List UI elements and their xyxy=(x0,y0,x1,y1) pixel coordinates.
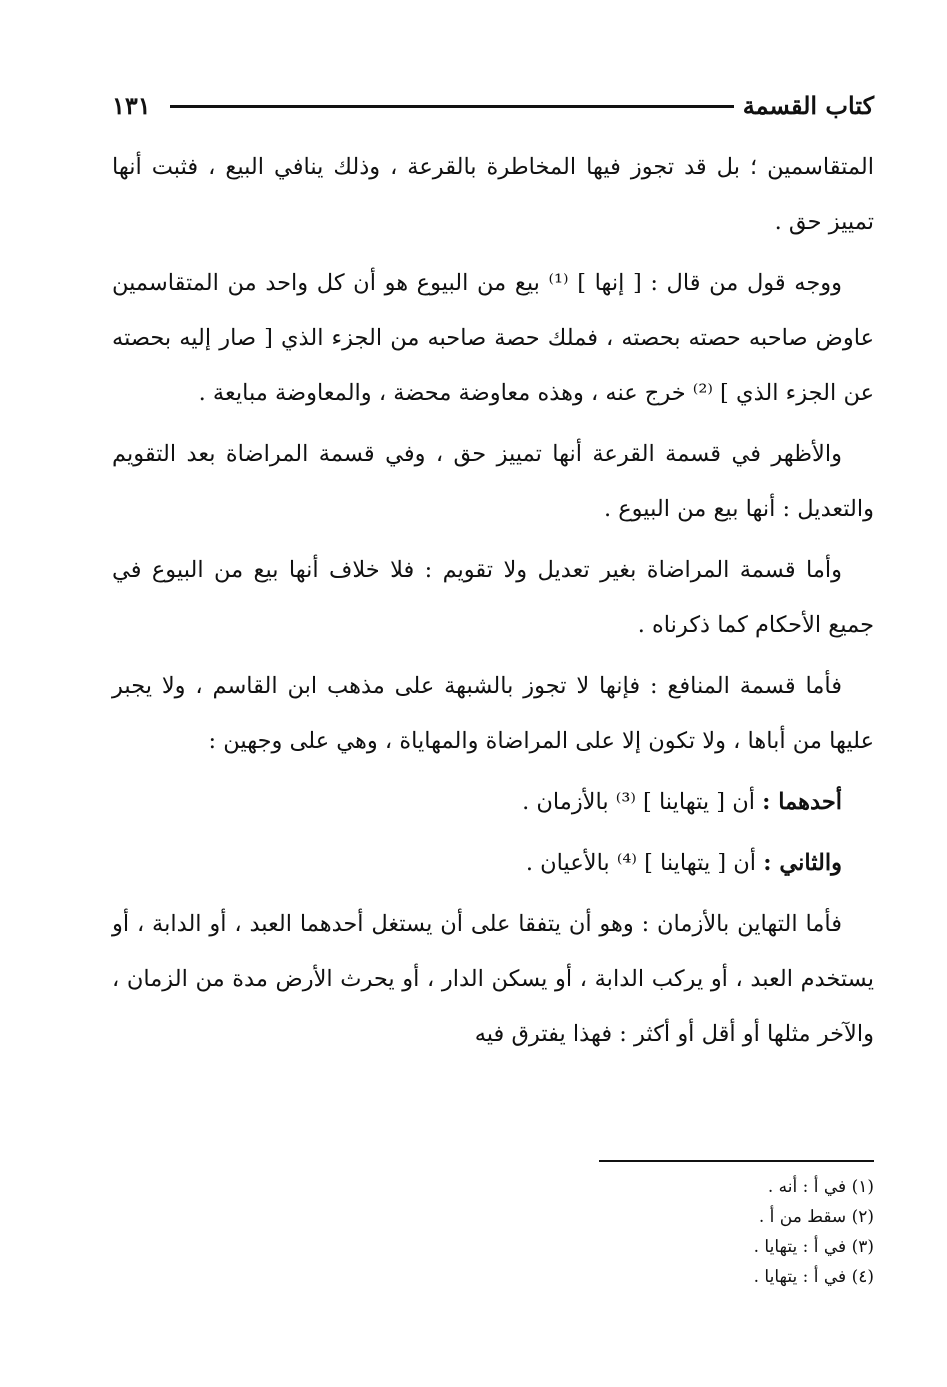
footnote: (٣) في أ : يتهايا . xyxy=(753,1237,874,1257)
header-rule xyxy=(170,105,734,108)
chapter-title: كتاب القسمة xyxy=(742,91,874,120)
footnote: (٤) في أ : يتهايا . xyxy=(753,1267,874,1287)
item-lead: أحدهما : xyxy=(762,789,842,815)
item-text: أن [ يتهاينا ] ⁽⁴⁾ بالأعيان . xyxy=(525,850,764,876)
list-item xyxy=(112,775,874,830)
paragraph-continuation: المتقاسمين ؛ بل قد تجوز فيها المخاطرة بالقرعة ، وذلك ينافي البيع ، فثبت أنها تمييز حق . xyxy=(112,154,874,235)
running-header xyxy=(112,86,874,126)
paragraph: والأظهر في قسمة القرعة أنها تمييز حق ، وفي قسمة المراضاة بعد التقويم والتعديل : أنها بيع من البيوع . xyxy=(112,441,874,522)
page-number: ١٣١ xyxy=(112,91,151,120)
paragraph: فأما قسمة المنافع : فإنها لا تجوز بالشبهة على مذهب ابن القاسم ، ولا يجبر عليها من أباها ، ولا تكون إلا على المراضاة والمهاياة ، وهي على وجهين : xyxy=(112,673,874,754)
paragraph: وأما قسمة المراضاة بغير تعديل ولا تقويم : فلا خلاف أنها بيع من البيوع في جميع الأحكام كما ذكرناه . xyxy=(112,557,874,638)
main-text xyxy=(112,140,874,1068)
footnotes xyxy=(374,1172,874,1292)
list-item xyxy=(112,836,874,891)
footnote-rule xyxy=(599,1160,874,1162)
paragraph: ووجه قول من قال : [ إنها ] ⁽¹⁾ بيع من البيوع هو أن كل واحد من المتقاسمين عاوض صاحبه حصته بحصته ، فملك حصة صاحبه من الجزء الذي [ صار إليه بحصته عن الجزء الذي ] ⁽²⁾ خرج عنه ، وهذه معاوضة محضة ، والمعاوضة مبايعة . xyxy=(112,270,874,406)
paragraph: فأما التهاين بالأزمان : وهو أن يتفقا على أن يستغل أحدهما العبد ، أو الدابة ، أو يستخدم العبد ، أو يركب الدابة ، أو يسكن الدار ، أو يحرث الأرض مدة من الزمان ، والآخر مثلها أو أقل أو أكثر : فهذا يفترق فيه xyxy=(112,911,874,1047)
footnote: (٢) سقط من أ . xyxy=(758,1207,874,1227)
item-lead: والثاني : xyxy=(763,850,842,876)
item-text: أن [ يتهاينا ] ⁽³⁾ بالأزمان . xyxy=(522,789,763,815)
footnote: (١) في أ : أنه . xyxy=(767,1177,874,1197)
